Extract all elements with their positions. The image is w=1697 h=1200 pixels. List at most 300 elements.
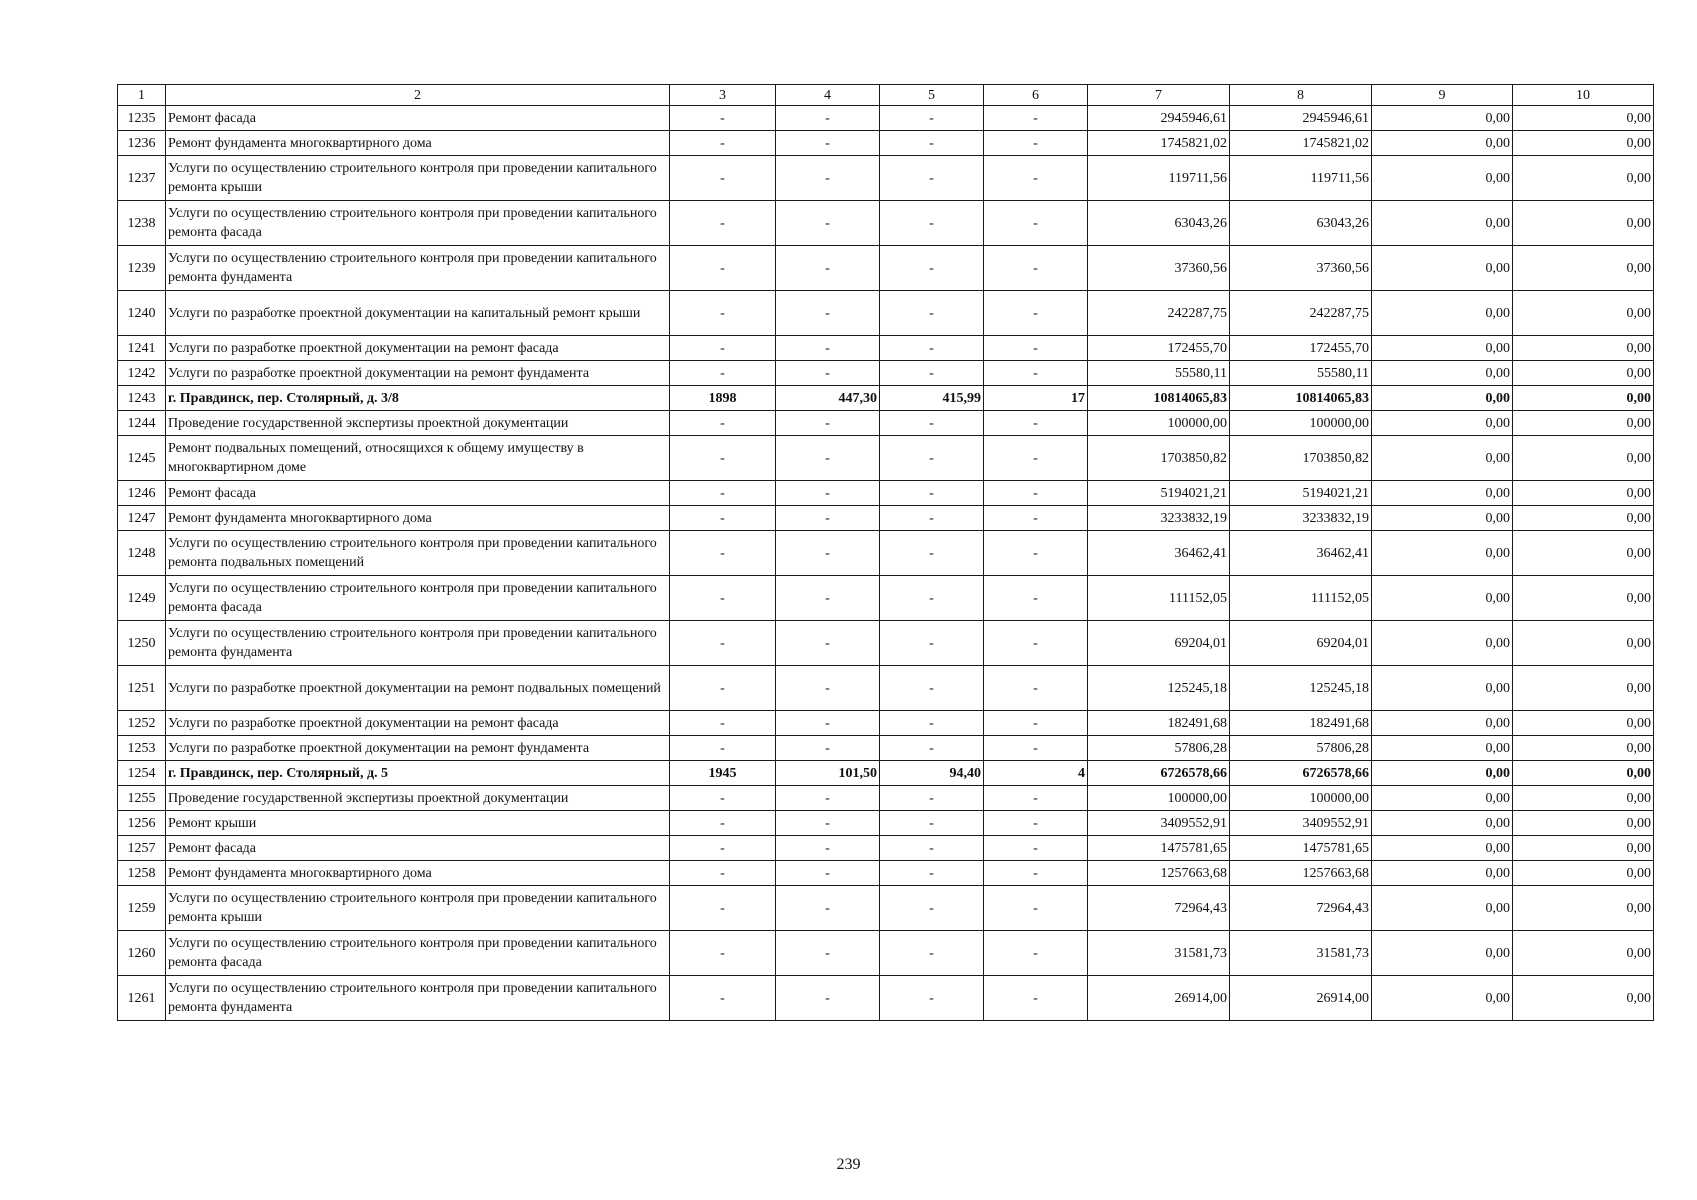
- table-row: [118, 336, 1654, 361]
- col-4-cell: 447,30: [776, 386, 880, 411]
- row-number-cell: 1240: [118, 291, 166, 336]
- table-row: [118, 666, 1654, 711]
- col-8-cell: 69204,01: [1230, 621, 1372, 666]
- column-number-header-row: [118, 85, 1654, 106]
- table-row: [118, 861, 1654, 886]
- col-10-cell: 0,00: [1513, 336, 1654, 361]
- col-6-cell: -: [984, 976, 1088, 1021]
- col-3-cell: -: [670, 411, 776, 436]
- work-description-cell: г. Правдинск, пер. Столярный, д. 5: [166, 761, 670, 786]
- col-9-cell: 0,00: [1372, 811, 1513, 836]
- row-number-cell: 1255: [118, 786, 166, 811]
- col-7-cell: 119711,56: [1088, 156, 1230, 201]
- work-description-cell: Услуги по осуществлению строительного контроля при проведении капитального ремонта фасада: [166, 931, 670, 976]
- col-5-cell: -: [880, 861, 984, 886]
- column-header-1: 1: [118, 85, 166, 106]
- col-5-cell: -: [880, 201, 984, 246]
- col-5-cell: -: [880, 156, 984, 201]
- column-header-5: 5: [880, 85, 984, 106]
- col-4-cell: -: [776, 531, 880, 576]
- col-7-cell: 10814065,83: [1088, 386, 1230, 411]
- col-9-cell: 0,00: [1372, 291, 1513, 336]
- col-3-cell: -: [670, 531, 776, 576]
- col-3-cell: -: [670, 886, 776, 931]
- col-10-cell: 0,00: [1513, 386, 1654, 411]
- col-10-cell: 0,00: [1513, 156, 1654, 201]
- row-number-cell: 1260: [118, 931, 166, 976]
- col-8-cell: 3409552,91: [1230, 811, 1372, 836]
- col-8-cell: 36462,41: [1230, 531, 1372, 576]
- row-number-cell: 1243: [118, 386, 166, 411]
- address-row: [118, 761, 1654, 786]
- col-10-cell: 0,00: [1513, 291, 1654, 336]
- col-10-cell: 0,00: [1513, 531, 1654, 576]
- col-3-cell: -: [670, 201, 776, 246]
- col-8-cell: 6726578,66: [1230, 761, 1372, 786]
- col-10-cell: 0,00: [1513, 786, 1654, 811]
- col-3-cell: -: [670, 481, 776, 506]
- col-5-cell: -: [880, 976, 984, 1021]
- table-row: [118, 411, 1654, 436]
- col-9-cell: 0,00: [1372, 576, 1513, 621]
- col-6-cell: -: [984, 666, 1088, 711]
- table-row: [118, 836, 1654, 861]
- row-number-cell: 1261: [118, 976, 166, 1021]
- col-3-cell: -: [670, 811, 776, 836]
- col-9-cell: 0,00: [1372, 336, 1513, 361]
- col-9-cell: 0,00: [1372, 436, 1513, 481]
- col-7-cell: 72964,43: [1088, 886, 1230, 931]
- col-4-cell: -: [776, 861, 880, 886]
- page-number: 239: [836, 1156, 861, 1173]
- col-4-cell: -: [776, 131, 880, 156]
- col-3-cell: -: [670, 336, 776, 361]
- col-5-cell: -: [880, 481, 984, 506]
- col-4-cell: -: [776, 736, 880, 761]
- col-9-cell: 0,00: [1372, 931, 1513, 976]
- repair-program-table: [117, 84, 1654, 1021]
- col-3-cell: 1898: [670, 386, 776, 411]
- col-8-cell: 2945946,61: [1230, 106, 1372, 131]
- row-number-cell: 1235: [118, 106, 166, 131]
- col-8-cell: 100000,00: [1230, 411, 1372, 436]
- column-header-3: 3: [670, 85, 776, 106]
- row-number-cell: 1239: [118, 246, 166, 291]
- col-4-cell: -: [776, 436, 880, 481]
- work-description-cell: Услуги по осуществлению строительного контроля при проведении капитального ремонта крыши: [166, 156, 670, 201]
- col-9-cell: 0,00: [1372, 711, 1513, 736]
- work-description-cell: Ремонт фасада: [166, 481, 670, 506]
- col-5-cell: 94,40: [880, 761, 984, 786]
- table-row: [118, 246, 1654, 291]
- row-number-cell: 1259: [118, 886, 166, 931]
- col-10-cell: 0,00: [1513, 736, 1654, 761]
- work-description-cell: Проведение государственной экспертизы проектной документации: [166, 786, 670, 811]
- col-7-cell: 3233832,19: [1088, 506, 1230, 531]
- col-7-cell: 57806,28: [1088, 736, 1230, 761]
- col-5-cell: -: [880, 246, 984, 291]
- column-header-8: 8: [1230, 85, 1372, 106]
- col-4-cell: -: [776, 336, 880, 361]
- col-4-cell: -: [776, 291, 880, 336]
- column-header-2: 2: [166, 85, 670, 106]
- row-number-cell: 1252: [118, 711, 166, 736]
- table-row: [118, 291, 1654, 336]
- row-number-cell: 1245: [118, 436, 166, 481]
- col-9-cell: 0,00: [1372, 506, 1513, 531]
- row-number-cell: 1237: [118, 156, 166, 201]
- col-8-cell: 100000,00: [1230, 786, 1372, 811]
- col-8-cell: 37360,56: [1230, 246, 1372, 291]
- col-8-cell: 63043,26: [1230, 201, 1372, 246]
- table-row: [118, 506, 1654, 531]
- col-4-cell: -: [776, 156, 880, 201]
- col-10-cell: 0,00: [1513, 666, 1654, 711]
- col-8-cell: 55580,11: [1230, 361, 1372, 386]
- col-8-cell: 1745821,02: [1230, 131, 1372, 156]
- col-3-cell: -: [670, 291, 776, 336]
- col-10-cell: 0,00: [1513, 131, 1654, 156]
- col-7-cell: 100000,00: [1088, 786, 1230, 811]
- row-number-cell: 1256: [118, 811, 166, 836]
- col-7-cell: 37360,56: [1088, 246, 1230, 291]
- col-10-cell: 0,00: [1513, 506, 1654, 531]
- col-10-cell: 0,00: [1513, 811, 1654, 836]
- row-number-cell: 1248: [118, 531, 166, 576]
- col-4-cell: -: [776, 786, 880, 811]
- work-description-cell: Услуги по осуществлению строительного контроля при проведении капитального ремонта фасада: [166, 576, 670, 621]
- col-4-cell: -: [776, 666, 880, 711]
- col-8-cell: 242287,75: [1230, 291, 1372, 336]
- row-number-cell: 1241: [118, 336, 166, 361]
- col-5-cell: -: [880, 886, 984, 931]
- col-6-cell: -: [984, 201, 1088, 246]
- col-7-cell: 1703850,82: [1088, 436, 1230, 481]
- col-9-cell: 0,00: [1372, 246, 1513, 291]
- col-6-cell: 4: [984, 761, 1088, 786]
- table-row: [118, 576, 1654, 621]
- col-8-cell: 1257663,68: [1230, 861, 1372, 886]
- col-3-cell: -: [670, 621, 776, 666]
- col-6-cell: 17: [984, 386, 1088, 411]
- col-7-cell: 182491,68: [1088, 711, 1230, 736]
- col-10-cell: 0,00: [1513, 711, 1654, 736]
- col-8-cell: 31581,73: [1230, 931, 1372, 976]
- col-9-cell: 0,00: [1372, 861, 1513, 886]
- col-5-cell: -: [880, 436, 984, 481]
- col-8-cell: 3233832,19: [1230, 506, 1372, 531]
- col-9-cell: 0,00: [1372, 666, 1513, 711]
- col-8-cell: 5194021,21: [1230, 481, 1372, 506]
- col-6-cell: -: [984, 886, 1088, 931]
- col-6-cell: -: [984, 361, 1088, 386]
- col-10-cell: 0,00: [1513, 861, 1654, 886]
- table-row: [118, 786, 1654, 811]
- col-6-cell: -: [984, 506, 1088, 531]
- column-header-4: 4: [776, 85, 880, 106]
- col-7-cell: 6726578,66: [1088, 761, 1230, 786]
- col-5-cell: -: [880, 711, 984, 736]
- table-row: [118, 976, 1654, 1021]
- col-10-cell: 0,00: [1513, 976, 1654, 1021]
- col-3-cell: -: [670, 106, 776, 131]
- col-6-cell: -: [984, 411, 1088, 436]
- row-number-cell: 1246: [118, 481, 166, 506]
- col-9-cell: 0,00: [1372, 531, 1513, 576]
- col-10-cell: 0,00: [1513, 106, 1654, 131]
- col-10-cell: 0,00: [1513, 201, 1654, 246]
- col-7-cell: 5194021,21: [1088, 481, 1230, 506]
- col-9-cell: 0,00: [1372, 886, 1513, 931]
- col-6-cell: -: [984, 931, 1088, 976]
- col-8-cell: 119711,56: [1230, 156, 1372, 201]
- col-8-cell: 111152,05: [1230, 576, 1372, 621]
- col-3-cell: -: [670, 576, 776, 621]
- col-6-cell: -: [984, 736, 1088, 761]
- row-number-cell: 1258: [118, 861, 166, 886]
- work-description-cell: Ремонт крыши: [166, 811, 670, 836]
- table-row: [118, 201, 1654, 246]
- col-5-cell: -: [880, 336, 984, 361]
- col-5-cell: -: [880, 811, 984, 836]
- col-7-cell: 55580,11: [1088, 361, 1230, 386]
- col-6-cell: -: [984, 106, 1088, 131]
- col-6-cell: -: [984, 786, 1088, 811]
- col-7-cell: 31581,73: [1088, 931, 1230, 976]
- col-6-cell: -: [984, 156, 1088, 201]
- work-description-cell: Услуги по разработке проектной документации на ремонт подвальных помещений: [166, 666, 670, 711]
- col-4-cell: -: [776, 576, 880, 621]
- col-8-cell: 172455,70: [1230, 336, 1372, 361]
- col-3-cell: -: [670, 361, 776, 386]
- col-4-cell: -: [776, 106, 880, 131]
- col-9-cell: 0,00: [1372, 481, 1513, 506]
- table-row: [118, 736, 1654, 761]
- col-3-cell: -: [670, 436, 776, 481]
- col-4-cell: -: [776, 246, 880, 291]
- table-row: [118, 811, 1654, 836]
- col-4-cell: -: [776, 621, 880, 666]
- col-9-cell: 0,00: [1372, 131, 1513, 156]
- col-7-cell: 172455,70: [1088, 336, 1230, 361]
- col-7-cell: 111152,05: [1088, 576, 1230, 621]
- col-3-cell: -: [670, 246, 776, 291]
- col-7-cell: 3409552,91: [1088, 811, 1230, 836]
- col-5-cell: -: [880, 836, 984, 861]
- col-8-cell: 1475781,65: [1230, 836, 1372, 861]
- row-number-cell: 1242: [118, 361, 166, 386]
- col-3-cell: -: [670, 786, 776, 811]
- col-7-cell: 100000,00: [1088, 411, 1230, 436]
- work-description-cell: Услуги по разработке проектной документации на ремонт фасада: [166, 711, 670, 736]
- col-5-cell: -: [880, 131, 984, 156]
- col-5-cell: -: [880, 106, 984, 131]
- work-description-cell: Ремонт фундамента многоквартирного дома: [166, 131, 670, 156]
- row-number-cell: 1249: [118, 576, 166, 621]
- col-7-cell: 1745821,02: [1088, 131, 1230, 156]
- work-description-cell: Услуги по осуществлению строительного контроля при проведении капитального ремонта фасада: [166, 201, 670, 246]
- col-9-cell: 0,00: [1372, 106, 1513, 131]
- col-10-cell: 0,00: [1513, 761, 1654, 786]
- col-7-cell: 1257663,68: [1088, 861, 1230, 886]
- column-header-9: 9: [1372, 85, 1513, 106]
- col-5-cell: -: [880, 411, 984, 436]
- col-5-cell: -: [880, 931, 984, 976]
- col-7-cell: 36462,41: [1088, 531, 1230, 576]
- col-5-cell: 415,99: [880, 386, 984, 411]
- table-row: [118, 361, 1654, 386]
- row-number-cell: 1247: [118, 506, 166, 531]
- row-number-cell: 1244: [118, 411, 166, 436]
- table-body: [118, 106, 1654, 1021]
- col-6-cell: -: [984, 576, 1088, 621]
- col-6-cell: -: [984, 481, 1088, 506]
- col-9-cell: 0,00: [1372, 621, 1513, 666]
- column-header-10: 10: [1513, 85, 1654, 106]
- col-8-cell: 26914,00: [1230, 976, 1372, 1021]
- col-7-cell: 1475781,65: [1088, 836, 1230, 861]
- work-description-cell: Услуги по осуществлению строительного контроля при проведении капитального ремонта фундамента: [166, 621, 670, 666]
- work-description-cell: Услуги по разработке проектной документации на ремонт фундамента: [166, 361, 670, 386]
- col-10-cell: 0,00: [1513, 836, 1654, 861]
- col-3-cell: -: [670, 666, 776, 711]
- col-3-cell: -: [670, 711, 776, 736]
- row-number-cell: 1257: [118, 836, 166, 861]
- row-number-cell: 1236: [118, 131, 166, 156]
- work-description-cell: Услуги по разработке проектной документации на ремонт фасада: [166, 336, 670, 361]
- col-10-cell: 0,00: [1513, 436, 1654, 481]
- col-4-cell: -: [776, 481, 880, 506]
- table-row: [118, 931, 1654, 976]
- col-5-cell: -: [880, 506, 984, 531]
- col-10-cell: 0,00: [1513, 886, 1654, 931]
- col-3-cell: -: [670, 131, 776, 156]
- col-6-cell: -: [984, 861, 1088, 886]
- col-9-cell: 0,00: [1372, 736, 1513, 761]
- col-8-cell: 57806,28: [1230, 736, 1372, 761]
- col-9-cell: 0,00: [1372, 386, 1513, 411]
- table-row: [118, 156, 1654, 201]
- col-8-cell: 125245,18: [1230, 666, 1372, 711]
- col-5-cell: -: [880, 291, 984, 336]
- col-4-cell: -: [776, 506, 880, 531]
- work-description-cell: Ремонт фасада: [166, 106, 670, 131]
- col-5-cell: -: [880, 576, 984, 621]
- work-description-cell: Ремонт фундамента многоквартирного дома: [166, 506, 670, 531]
- col-4-cell: -: [776, 976, 880, 1021]
- row-number-cell: 1253: [118, 736, 166, 761]
- column-header-7: 7: [1088, 85, 1230, 106]
- work-description-cell: г. Правдинск, пер. Столярный, д. 3/8: [166, 386, 670, 411]
- col-6-cell: -: [984, 836, 1088, 861]
- col-5-cell: -: [880, 621, 984, 666]
- col-9-cell: 0,00: [1372, 156, 1513, 201]
- col-10-cell: 0,00: [1513, 411, 1654, 436]
- row-number-cell: 1251: [118, 666, 166, 711]
- col-6-cell: -: [984, 711, 1088, 736]
- col-5-cell: -: [880, 361, 984, 386]
- col-8-cell: 10814065,83: [1230, 386, 1372, 411]
- work-description-cell: Услуги по разработке проектной документации на ремонт фундамента: [166, 736, 670, 761]
- col-4-cell: -: [776, 411, 880, 436]
- col-10-cell: 0,00: [1513, 246, 1654, 291]
- col-3-cell: -: [670, 931, 776, 976]
- col-4-cell: 101,50: [776, 761, 880, 786]
- col-7-cell: 2945946,61: [1088, 106, 1230, 131]
- col-6-cell: -: [984, 436, 1088, 481]
- table-row: [118, 106, 1654, 131]
- work-description-cell: Ремонт фундамента многоквартирного дома: [166, 861, 670, 886]
- row-number-cell: 1250: [118, 621, 166, 666]
- col-6-cell: -: [984, 811, 1088, 836]
- col-9-cell: 0,00: [1372, 976, 1513, 1021]
- col-10-cell: 0,00: [1513, 576, 1654, 621]
- col-10-cell: 0,00: [1513, 621, 1654, 666]
- col-10-cell: 0,00: [1513, 931, 1654, 976]
- col-6-cell: -: [984, 336, 1088, 361]
- col-4-cell: -: [776, 711, 880, 736]
- col-7-cell: 242287,75: [1088, 291, 1230, 336]
- col-9-cell: 0,00: [1372, 836, 1513, 861]
- col-4-cell: -: [776, 886, 880, 931]
- column-header-6: 6: [984, 85, 1088, 106]
- col-9-cell: 0,00: [1372, 411, 1513, 436]
- col-4-cell: -: [776, 931, 880, 976]
- col-6-cell: -: [984, 291, 1088, 336]
- col-4-cell: -: [776, 201, 880, 246]
- work-description-cell: Проведение государственной экспертизы проектной документации: [166, 411, 670, 436]
- col-3-cell: -: [670, 861, 776, 886]
- document-sheet: [117, 84, 1653, 1021]
- col-4-cell: -: [776, 361, 880, 386]
- col-3-cell: 1945: [670, 761, 776, 786]
- col-9-cell: 0,00: [1372, 361, 1513, 386]
- col-5-cell: -: [880, 666, 984, 711]
- table-row: [118, 131, 1654, 156]
- row-number-cell: 1254: [118, 761, 166, 786]
- col-6-cell: -: [984, 246, 1088, 291]
- col-5-cell: -: [880, 736, 984, 761]
- col-7-cell: 125245,18: [1088, 666, 1230, 711]
- col-9-cell: 0,00: [1372, 786, 1513, 811]
- work-description-cell: Ремонт фасада: [166, 836, 670, 861]
- work-description-cell: Ремонт подвальных помещений, относящихся к общему имуществу в многоквартирном доме: [166, 436, 670, 481]
- col-3-cell: -: [670, 506, 776, 531]
- address-row: [118, 386, 1654, 411]
- col-10-cell: 0,00: [1513, 361, 1654, 386]
- table-row: [118, 436, 1654, 481]
- work-description-cell: Услуги по разработке проектной документации на капитальный ремонт крыши: [166, 291, 670, 336]
- col-4-cell: -: [776, 811, 880, 836]
- col-9-cell: 0,00: [1372, 761, 1513, 786]
- work-description-cell: Услуги по осуществлению строительного контроля при проведении капитального ремонта фундамента: [166, 246, 670, 291]
- table-row: [118, 621, 1654, 666]
- row-number-cell: 1238: [118, 201, 166, 246]
- work-description-cell: Услуги по осуществлению строительного контроля при проведении капитального ремонта подвальных помещений: [166, 531, 670, 576]
- col-3-cell: -: [670, 836, 776, 861]
- col-8-cell: 182491,68: [1230, 711, 1372, 736]
- col-7-cell: 63043,26: [1088, 201, 1230, 246]
- table-row: [118, 531, 1654, 576]
- table-row: [118, 481, 1654, 506]
- work-description-cell: Услуги по осуществлению строительного контроля при проведении капитального ремонта крыши: [166, 886, 670, 931]
- col-6-cell: -: [984, 131, 1088, 156]
- col-9-cell: 0,00: [1372, 201, 1513, 246]
- col-3-cell: -: [670, 736, 776, 761]
- col-8-cell: 1703850,82: [1230, 436, 1372, 481]
- col-5-cell: -: [880, 786, 984, 811]
- table-row: [118, 711, 1654, 736]
